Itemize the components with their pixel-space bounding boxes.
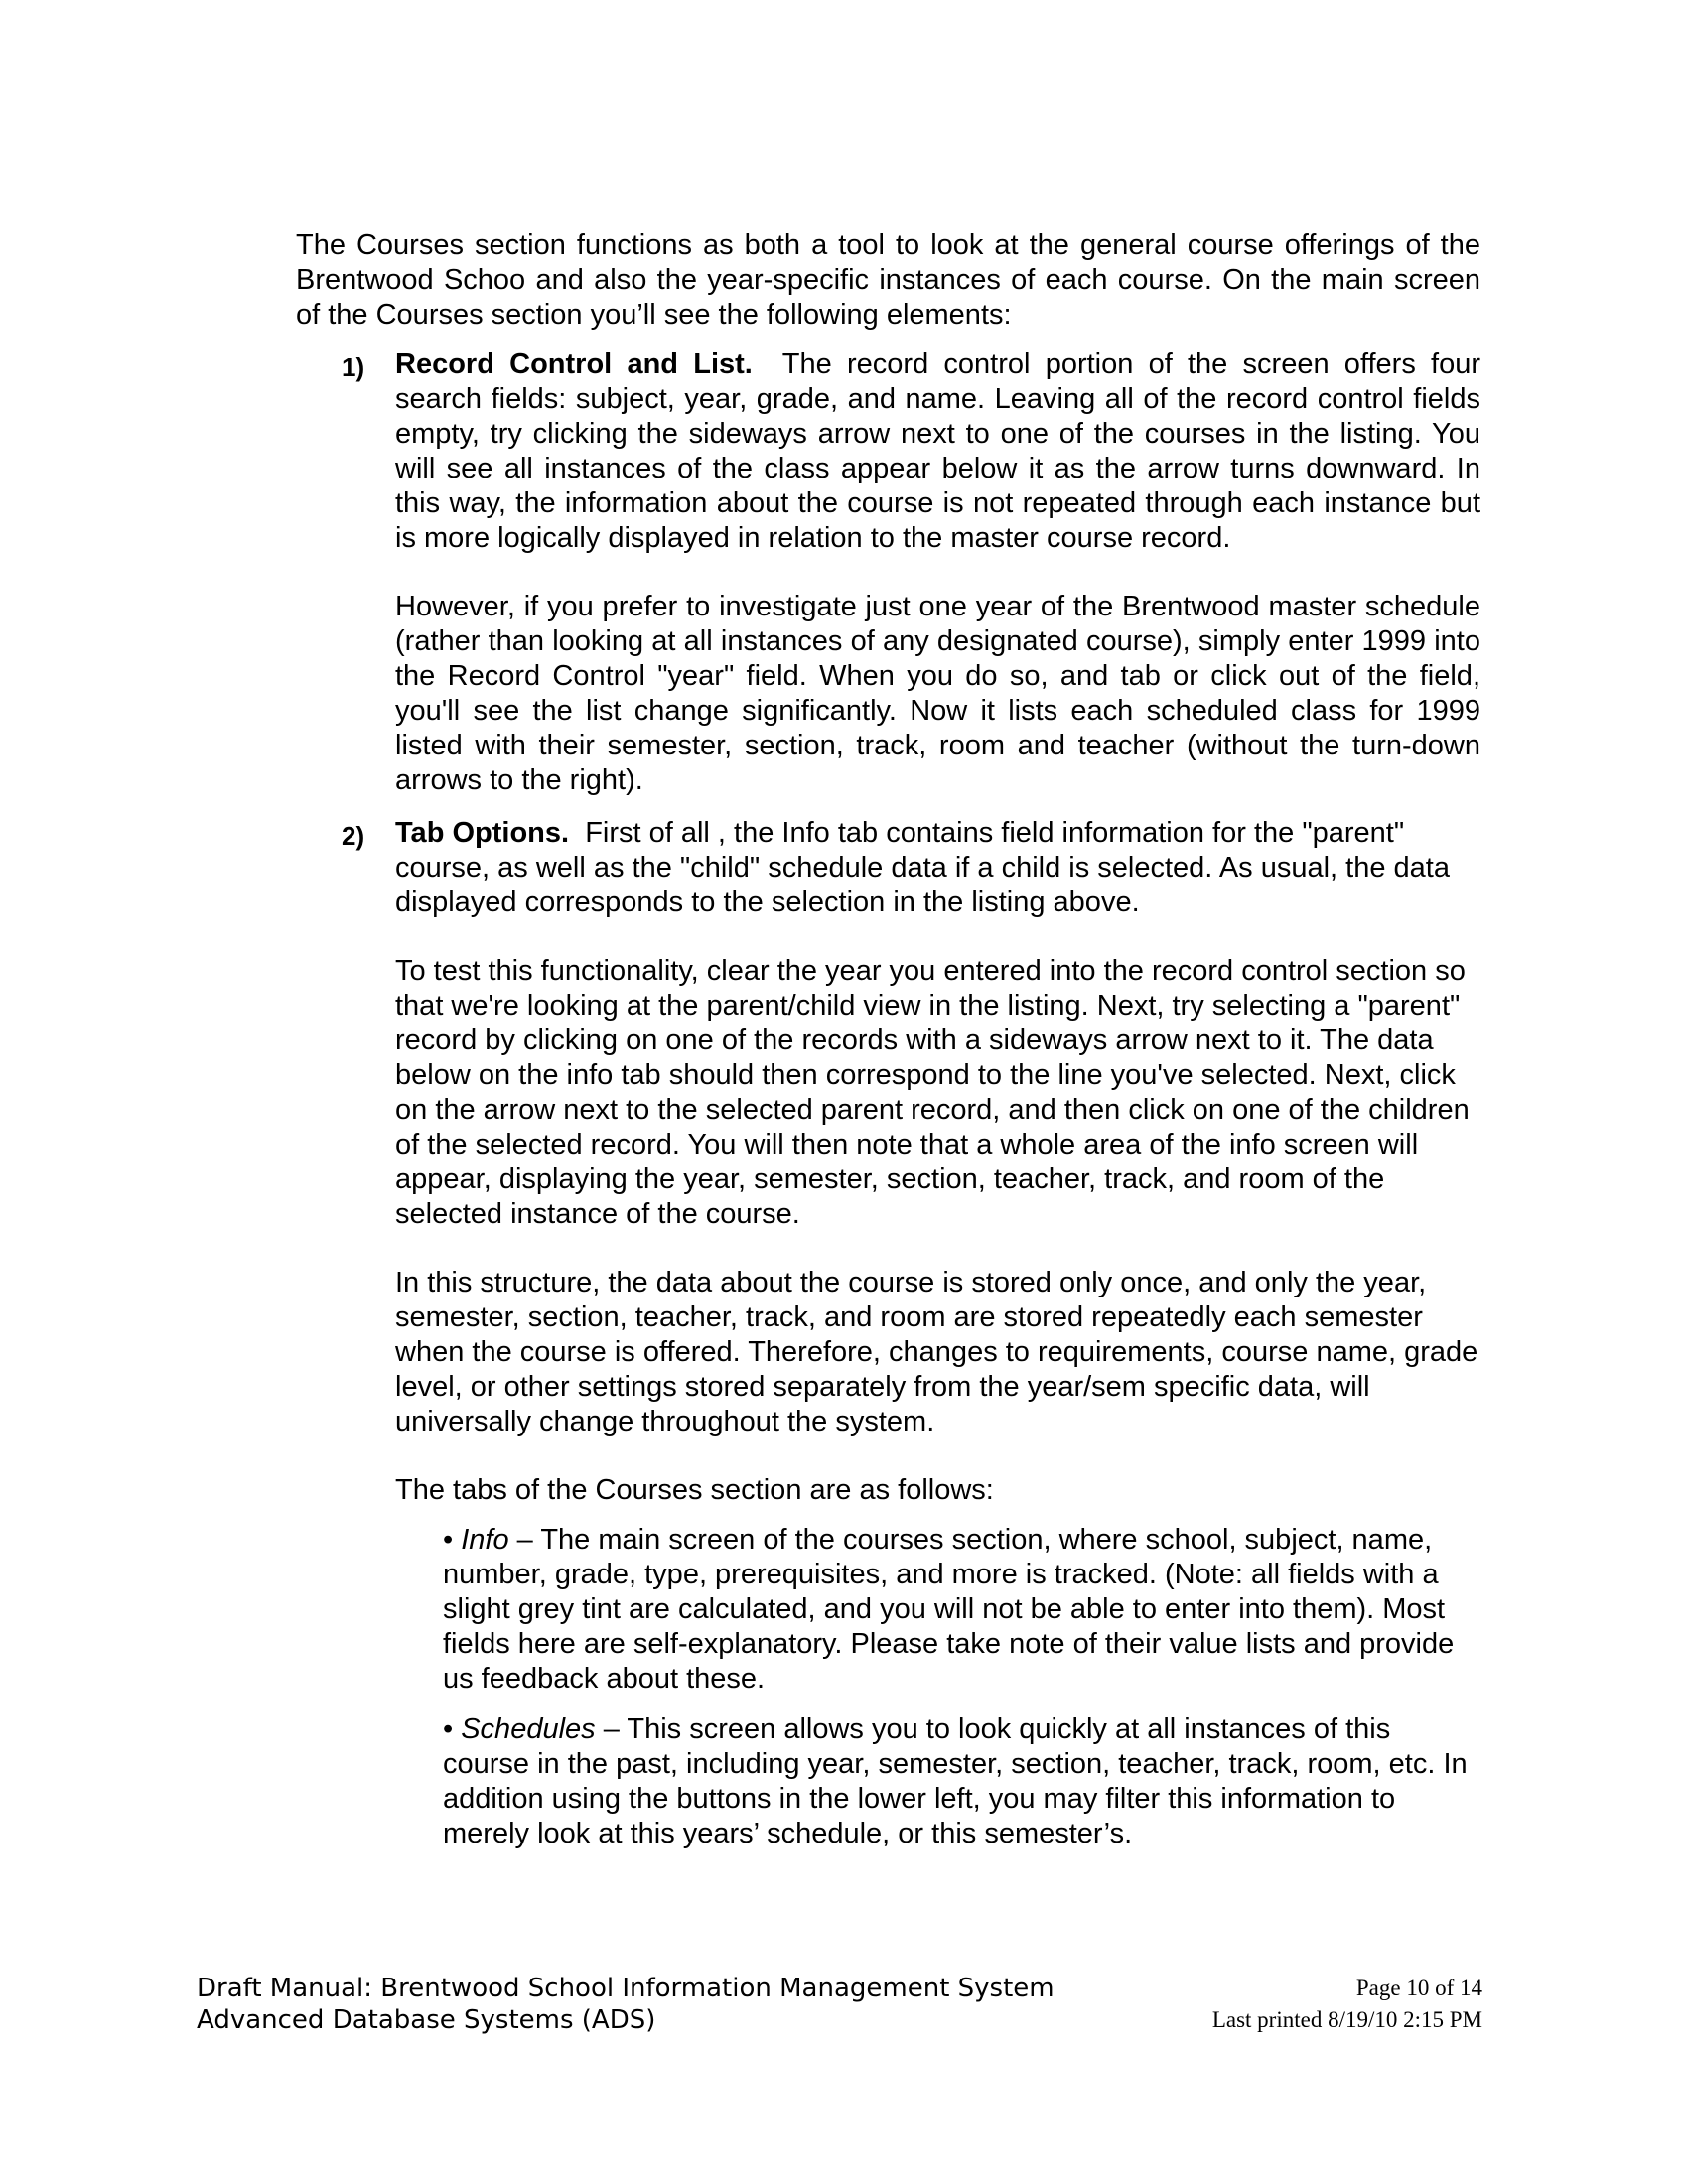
footer-print-date: Last printed 8/19/10 2:15 PM xyxy=(1211,2007,1482,2032)
item-paragraph xyxy=(395,347,1480,556)
list-item-record-control xyxy=(296,347,1480,798)
footer-page-number: Page 10 of 14 xyxy=(1355,1976,1482,2000)
bullet-term: Info xyxy=(461,1524,509,1556)
item-text: First of all , the Info tab contains field information for the "parent" course, as well as the "child" schedule data if a child is selected. As usual, the data displayed corresponds to the selection in the listing above. xyxy=(395,817,1450,918)
footer-company: Advanced Database Systems (ADS) xyxy=(197,2005,656,2035)
bullet-marker: • xyxy=(443,1524,454,1556)
intro-paragraph: The Courses section functions as both a tool to look at the general course offerings of the Brentwood Schoo and also the year-specific instances of each course. On the main screen of the Courses section you’ll see the following elements: xyxy=(296,229,1480,331)
item-paragraph-4: The tabs of the Courses section are as follows: xyxy=(395,1474,994,1506)
list-item-tab-options xyxy=(296,816,1480,1851)
bullet-text: – The main screen of the courses section, where school, subject, name, number, grade, type, prerequisites, and more is tracked. (Note: all fields with a slight grey tint are calculated, and you will not be able to enter into them). Most fields here are self-explanatory. Please take note of their value lists and provide us feedback about these. xyxy=(443,1524,1455,1695)
item-paragraph-3: In this structure, the data about the course is stored only once, and only the year, semester, section, teacher, track, and room are stored repeatedly each semester when the course is offered. Therefore, changes to requirements, course name, grade level, or other settings stored separately from the year/sem specific data, will universally change throughout the system. xyxy=(395,1267,1478,1437)
bullet-list xyxy=(395,1523,1480,1851)
bullet-term: Schedules xyxy=(461,1713,596,1745)
bullet-item-schedules xyxy=(443,1712,1480,1851)
item-heading: Record Control and List. xyxy=(395,348,753,380)
list-number: 1) xyxy=(342,352,365,382)
footer-right xyxy=(1212,1973,1482,2036)
footer-left xyxy=(197,1973,1055,2036)
item-paragraph xyxy=(395,816,1480,920)
list-number: 2) xyxy=(342,821,365,851)
bullet-marker: • xyxy=(443,1713,454,1745)
item-heading: Tab Options. xyxy=(395,817,570,849)
numbered-list xyxy=(296,347,1480,1851)
bullet-text: – This screen allows you to look quickly at all instances of this course in the past, including year, semester, section, teacher, track, room, etc. In addition using the buttons in the lower left, you may filter this information to merely look at this years’ schedule, or this semester’s. xyxy=(443,1713,1468,1849)
item-paragraph-2: To test this functionality, clear the year you entered into the record control section so that we're looking at the parent/child view in the listing. Next, try selecting a "parent" record by clicking on one of the records with a sideways arrow next to it. The data below on the info tab should then correspond to the line you've selected. Next, click on the arrow next to the selected parent record, and then click on one of the children of the selected record. You will then note that a whole area of the info screen will appear, displaying the year, semester, section, teacher, track, and room of the selected instance of the course. xyxy=(395,955,1470,1230)
item-paragraph-2: However, if you prefer to investigate just one year of the Brentwood master schedule (rather than looking at all instances of any designated course), simply enter 1999 into the Record Control "year" field. When you do so, and tab or click out of the field, you'll see the list change significantly. Now it lists each scheduled class for 1999 listed with their semester, section, track, room and teacher (without the turn-down arrows to the right). xyxy=(395,591,1480,796)
footer-manual-title: Draft Manual: Brentwood School Information Management System xyxy=(197,1974,1055,2003)
item-text: The record control portion of the screen offers four search fields: subject, year, grade, and name. Leaving all of the record control fields empty, try clicking the sideways arrow next to one of the courses in the listing. You will see all instances of the class appear below it as the arrow turns downward. In this way, the information about the course is not repeated through each instance but is more logically displayed in relation to the master course record. xyxy=(395,348,1481,554)
body-content xyxy=(296,228,1480,1869)
bullet-item-info xyxy=(443,1523,1480,1697)
